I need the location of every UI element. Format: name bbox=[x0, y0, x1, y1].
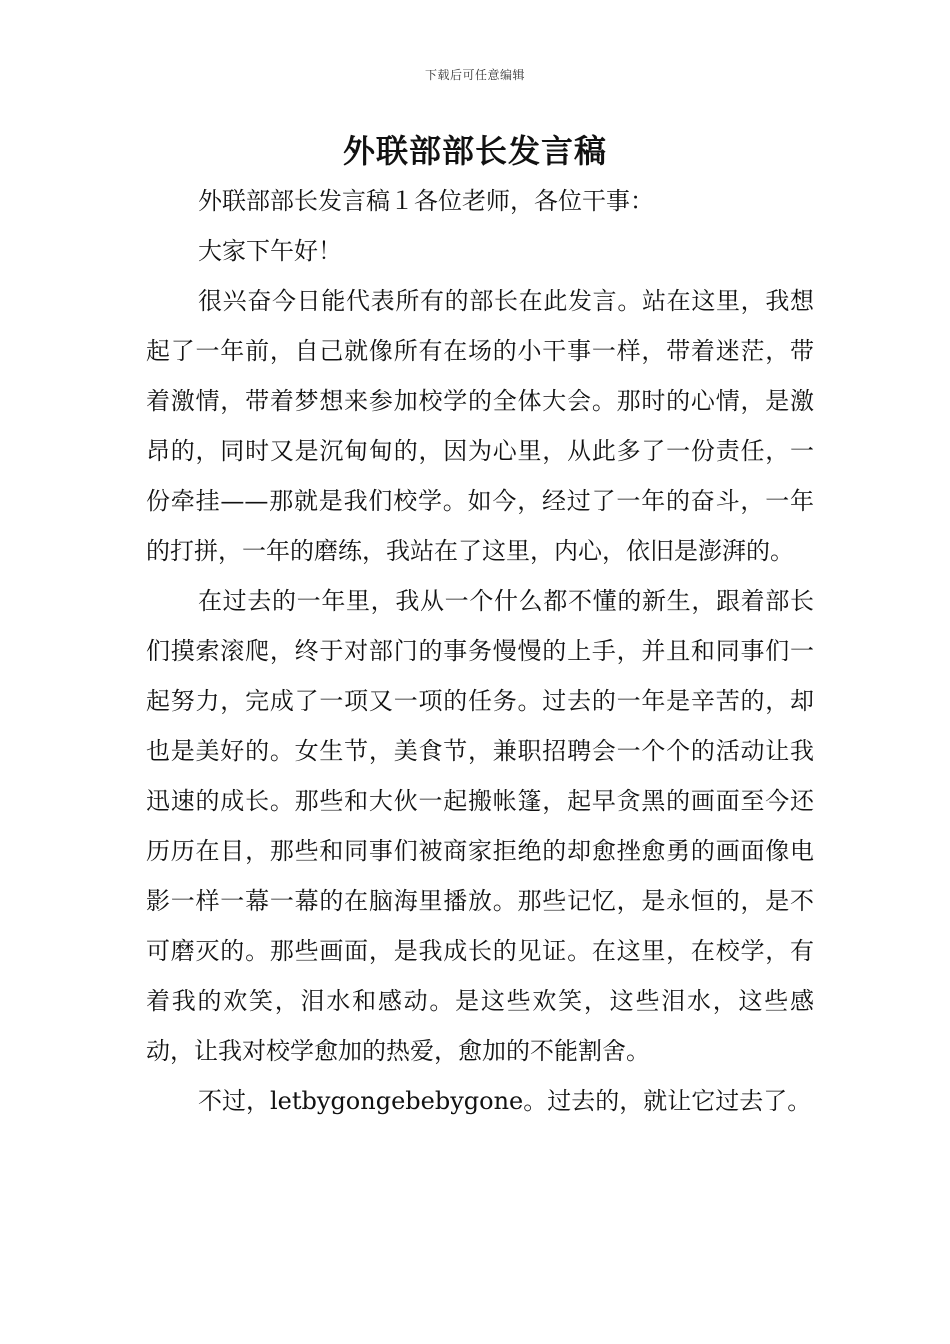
paragraph-greeting-line: 外联部部长发言稿１各位老师，各位干事： bbox=[198, 187, 654, 215]
paragraph-past-year: 在过去的一年里，我从一个什么都不懂的新生，跟着部长们摸索滚爬，终于对部门的事务慢慢的上手，并且和同事们一起努力，完成了一项又一项的任务。过去的一年是辛苦的，却也是美好的。女生节，美食节，兼职招聘会一个个的活动让我迅速的成长。那些和大伙一起搬帐篷，起早贪黑的画面至今还历历在目，那些和同事们被商家拒绝的却愈挫愈勇的画面像电影一样一幕一幕的在脑海里播放。那些记忆，是永恒的，是不可磨灭的。那些画面，是我成长的见证。在这里，在校学，有着我的欢笑，泪水和感动。是这些欢笑，这些泪水，这些感动，让我对校学愈加的热爱，愈加的不能割舍。 bbox=[146, 587, 814, 1065]
header-note: 下载后可任意编辑 bbox=[424, 68, 525, 82]
paragraph-opening: 很兴奋今日能代表所有的部长在此发言。站在这里，我想起了一年前，自己就像所有在场的小干事一样，带着迷茫，带着激情，带着梦想来参加校学的全体大会。那时的心情，是激昂的，同时又是沉甸甸的，因为心里，从此多了一份责任，一份牵挂——那就是我们校学。如今，经过了一年的奋斗，一年的打拼，一年的磨练，我站在了这里，内心，依旧是澎湃的。 bbox=[146, 287, 814, 565]
document-title: 外联部部长发言稿 bbox=[342, 132, 607, 170]
document-body bbox=[146, 176, 814, 1126]
paragraph-closing: 不过，letbygongebebygone。过去的，就让它过去了。 bbox=[198, 1087, 812, 1115]
paragraph-salutation: 大家下午好！ bbox=[198, 237, 342, 265]
